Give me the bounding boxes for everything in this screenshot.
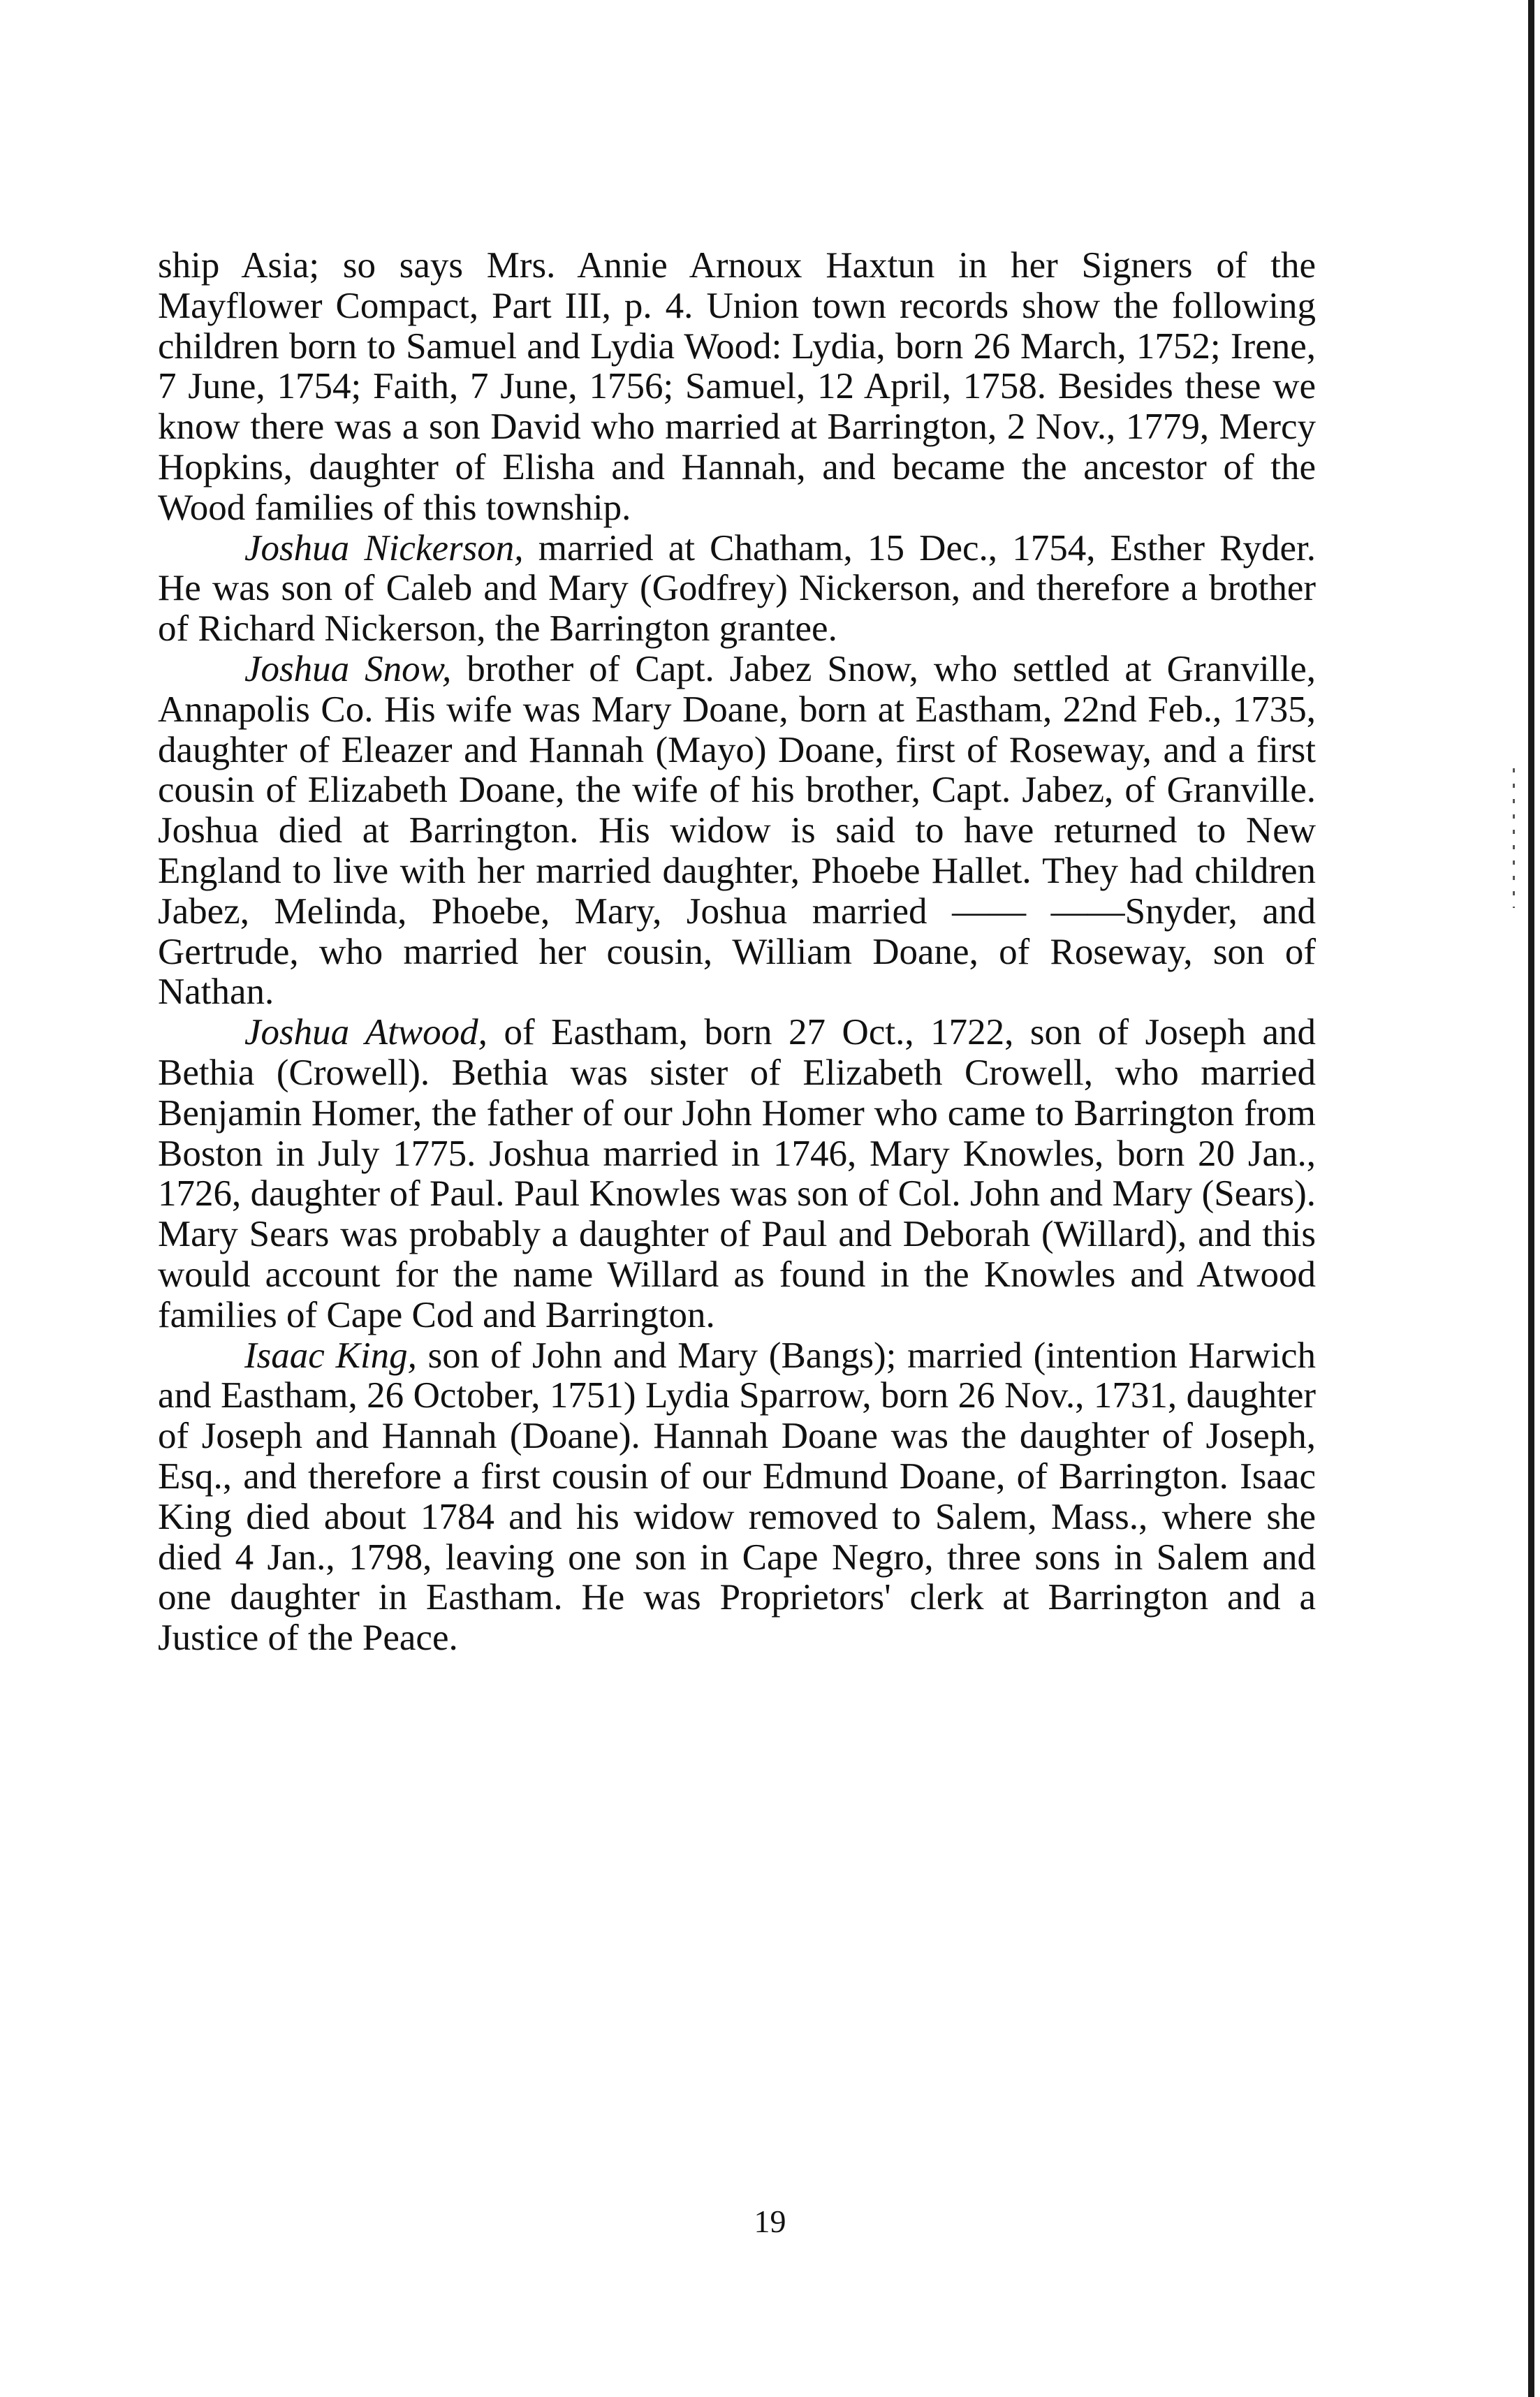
binding-edge-marks [1513, 768, 1515, 908]
body-text [158, 246, 1316, 1659]
paragraph-joshua-snow: Joshua Snow, brother of Capt. Jabez Snow, who settled at Granville, Annapolis Co. His wife was Mary Doane, born at Eastham, 22nd Feb., 1735, daughter of Eleazer and Hannah (Mayo) Doane, first of Roseway, and a first cousin of Elizabeth Doane, the wife of his brother, Capt. Jabez, of Granville. Joshua died at Barrington. His widow is said to have returned to New England to live with her married daughter, Phoebe Hallet. They had children Jabez, Melinda, Phoebe, Mary, Joshua married —— ——Snyder, and Gertrude, who married her cousin, William Doane, of Roseway, son of Nathan. [158, 648, 1316, 1013]
binding-edge-line [1528, 0, 1534, 2397]
entry-name: Isaac King, [244, 1335, 417, 1376]
entry-name: Joshua Atwood, [244, 1012, 487, 1053]
paragraph-isaac-king: Isaac King, son of John and Mary (Bangs); married (intention Harwich and Eastham, 26 October, 1751) Lydia Sparrow, born 26 Nov., 1731, daughter of Joseph and Hannah (Doane). Hannah Doane was the daughter of Joseph, Esq., and therefore a first cousin of our Edmund Doane, of Barrington. Isaac King died about 1784 and his widow removed to Salem, Mass., where she died 4 Jan., 1798, leaving one son in Cape Negro, three sons in Salem and one daughter in Eastham. He was Proprietors' clerk at Barrington and a Justice of the Peace. [158, 1335, 1316, 1659]
page-number: 19 [754, 2204, 786, 2239]
paragraph-wood-family: ship Asia; so says Mrs. Annie Arnoux Haxtun in her Signers of the Mayflower Compact, Part III, p. 4. Union town records show the following children born to Samuel and Lydia Wood: Lydia, born 26 March, 1752; Irene, 7 June, 1754; Faith, 7 June, 1756; Samuel, 12 April, 1758. Besides these we know there was a son David who married at Barrington, 2 Nov., 1779, Mercy Hopkins, daughter of Elisha and Hannah, and became the ancestor of the Wood families of this township. [158, 245, 1316, 528]
paragraph-joshua-nickerson: Joshua Nickerson, married at Chatham, 15 Dec., 1754, Esther Ryder. He was son of Caleb and Mary (Godfrey) Nickerson, and therefore a brother of Richard Nickerson, the Barrington grantee. [158, 527, 1316, 650]
entry-name: Joshua Nickerson, [244, 527, 524, 569]
paragraph-joshua-atwood: Joshua Atwood, of Eastham, born 27 Oct., 1722, son of Joseph and Bethia (Crowell). Bethia was sister of Elizabeth Crowell, who married Benjamin Homer, the father of our John Homer who came to Barrington from Boston in July 1775. Joshua married in 1746, Mary Knowles, born 20 Jan., 1726, daughter of Paul. Paul Knowles was son of Col. John and Mary (Sears). Mary Sears was probably a daughter of Paul and Deborah (Willard), and this would account for the name Willard as found in the Knowles and Atwood families of Cape Cod and Barrington. [158, 1012, 1316, 1335]
entry-name: Joshua Snow, [244, 648, 452, 689]
